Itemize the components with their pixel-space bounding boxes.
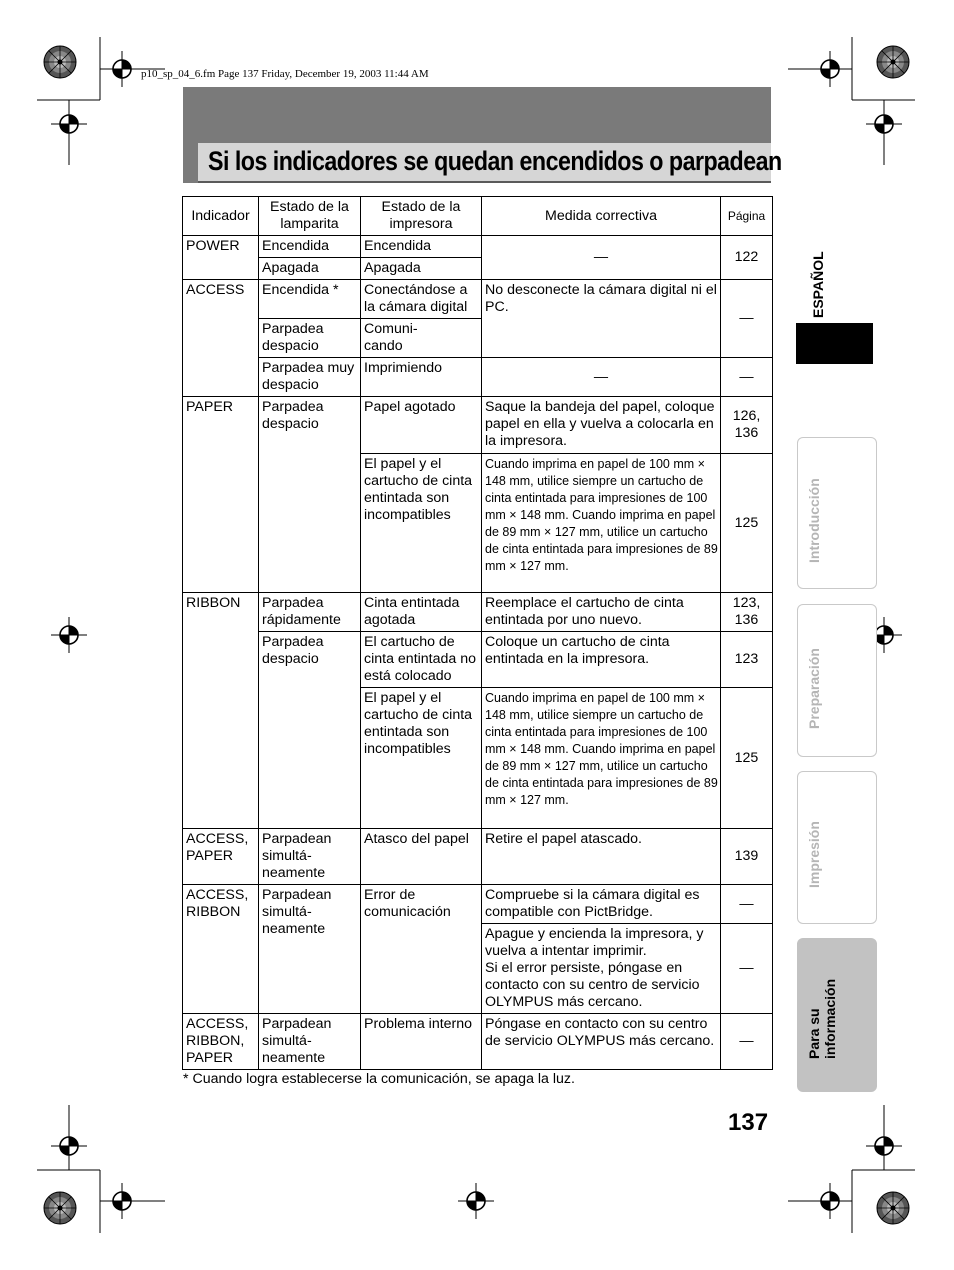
indicator-status-table bbox=[182, 196, 773, 1070]
page-cell: 125 bbox=[721, 688, 773, 829]
table-row bbox=[183, 829, 773, 885]
action-cell: Coloque un cartucho de cinta entintada en la impresora. bbox=[482, 632, 721, 688]
header-indicator: Indicador bbox=[183, 197, 259, 236]
header-lamp-state: Estado de la lamparita bbox=[259, 197, 361, 236]
page-number: 137 bbox=[728, 1109, 769, 1136]
action-cell: No desconecte la cámara digital ni el PC. bbox=[482, 280, 721, 358]
table-header-row bbox=[183, 197, 773, 236]
page-title: Si los indicadores se quedan encendidos o parpadean bbox=[208, 146, 782, 176]
action-cell: Compruebe si la cámara digital es compatible con PictBridge. bbox=[482, 885, 721, 924]
printer-cell: Comuni- cando bbox=[361, 319, 482, 358]
table-row bbox=[183, 593, 773, 632]
lamp-cell: Parpadean simultá- neamente bbox=[259, 1014, 361, 1070]
table-row bbox=[183, 358, 773, 397]
table-row bbox=[183, 236, 773, 258]
tab-label: Preparación bbox=[806, 648, 822, 729]
footnote: * Cuando logra establecerse la comunicación, se apaga la luz. bbox=[183, 1071, 575, 1087]
table-row bbox=[183, 632, 773, 688]
printer-cell: Atasco del papel bbox=[361, 829, 482, 885]
page-cell: 126, 136 bbox=[721, 397, 773, 454]
printer-cell: Encendida bbox=[361, 236, 482, 258]
indicator-cell: ACCESS bbox=[183, 280, 259, 397]
printer-cell: El papel y el cartucho de cinta entintada son incompatibles bbox=[361, 688, 482, 829]
language-label: ESPAÑOL bbox=[810, 251, 826, 318]
file-header: p10_sp_04_6.fm Page 137 Friday, December 19, 2003 11:44 AM bbox=[141, 68, 429, 80]
page-cell: 125 bbox=[721, 454, 773, 593]
indicator-cell: ACCESS, RIBBON bbox=[183, 885, 259, 1014]
page-cell: 139 bbox=[721, 829, 773, 885]
tab-impresion[interactable] bbox=[797, 771, 877, 924]
printer-cell: Imprimiendo bbox=[361, 358, 482, 397]
tab-label: Impresión bbox=[806, 821, 822, 888]
lamp-cell: Parpadean simultá- neamente bbox=[259, 885, 361, 1014]
language-marker-bar bbox=[796, 323, 873, 364]
printer-cell: Problema interno bbox=[361, 1014, 482, 1070]
tab-para-su-informacion[interactable] bbox=[797, 938, 877, 1092]
printer-cell: Error de comunicación bbox=[361, 885, 482, 1014]
action-cell: Apague y encienda la impresora, y vuelva a intentar imprimir. Si el error persiste, póngase en contacto con su centro de servicio OLYMPUS más cercano. bbox=[482, 924, 721, 1014]
page-cell: 123 bbox=[721, 632, 773, 688]
lamp-cell: Parpadea despacio bbox=[259, 319, 361, 358]
page-cell: 122 bbox=[721, 236, 773, 280]
action-cell: Cuando imprima en papel de 100 mm × 148 mm, utilice siempre un cartucho de cinta entintada para impresiones de 100 mm × 148 mm. Cuando imprima en papel de 89 mm × 127 mm, utilice un cartucho de cinta entintada para impresiones de 89 mm × 127 mm. bbox=[482, 688, 721, 829]
lamp-cell: Parpadea muy despacio bbox=[259, 358, 361, 397]
table-row bbox=[183, 397, 773, 454]
tab-label: Introducción bbox=[806, 478, 822, 563]
printer-cell: Papel agotado bbox=[361, 397, 482, 454]
page-cell: — bbox=[721, 885, 773, 924]
table-row bbox=[183, 885, 773, 924]
printer-cell: El cartucho de cinta entintada no está colocado bbox=[361, 632, 482, 688]
header-action: Medida correctiva bbox=[482, 197, 721, 236]
printer-cell: Apagada bbox=[361, 258, 482, 280]
tab-label: Para su información bbox=[806, 978, 838, 1059]
table-row bbox=[183, 1014, 773, 1070]
page-cell: — bbox=[721, 280, 773, 358]
action-cell: Saque la bandeja del papel, coloque papel en ella y vuelva a colocarla en la impresora. bbox=[482, 397, 721, 454]
action-cell: Cuando imprima en papel de 100 mm × 148 mm, utilice siempre un cartucho de cinta entintada para impresiones de 100 mm × 148 mm. Cuando imprima en papel de 89 mm × 127 mm, utilice un cartucho de cinta entintada para impresiones de 89 mm × 127 mm. bbox=[482, 454, 721, 593]
indicator-cell: PAPER bbox=[183, 397, 259, 593]
action-cell: Póngase en contacto con su centro de servicio OLYMPUS más cercano. bbox=[482, 1014, 721, 1070]
indicator-cell: ACCESS, RIBBON, PAPER bbox=[183, 1014, 259, 1070]
printer-cell: Conectándose a la cámara digital bbox=[361, 280, 482, 319]
tab-preparacion[interactable] bbox=[797, 604, 877, 757]
table-row bbox=[183, 280, 773, 319]
action-cell: — bbox=[482, 236, 721, 280]
lamp-cell: Parpadea despacio bbox=[259, 397, 361, 593]
page-cell: — bbox=[721, 1014, 773, 1070]
lamp-cell: Parpadea despacio bbox=[259, 632, 361, 829]
lamp-cell: Encendida * bbox=[259, 280, 361, 319]
indicator-cell: ACCESS, PAPER bbox=[183, 829, 259, 885]
page-cell: — bbox=[721, 924, 773, 1014]
lamp-cell: Parpadea rápidamente bbox=[259, 593, 361, 632]
action-cell: Retire el papel atascado. bbox=[482, 829, 721, 885]
lamp-cell: Apagada bbox=[259, 258, 361, 280]
printer-cell: Cinta entintada agotada bbox=[361, 593, 482, 632]
page-cell: — bbox=[721, 358, 773, 397]
action-cell: — bbox=[482, 358, 721, 397]
indicator-cell: POWER bbox=[183, 236, 259, 280]
page-cell: 123, 136 bbox=[721, 593, 773, 632]
title-box bbox=[198, 143, 782, 183]
printer-cell: El papel y el cartucho de cinta entintada son incompatibles bbox=[361, 454, 482, 593]
header-printer-state: Estado de la impresora bbox=[361, 197, 482, 236]
header-page: Página bbox=[721, 197, 773, 236]
indicator-cell: RIBBON bbox=[183, 593, 259, 829]
tab-introduccion[interactable] bbox=[797, 437, 877, 589]
lamp-cell: Encendida bbox=[259, 236, 361, 258]
lamp-cell: Parpadean simultá- neamente bbox=[259, 829, 361, 885]
action-cell: Reemplace el cartucho de cinta entintada por uno nuevo. bbox=[482, 593, 721, 632]
